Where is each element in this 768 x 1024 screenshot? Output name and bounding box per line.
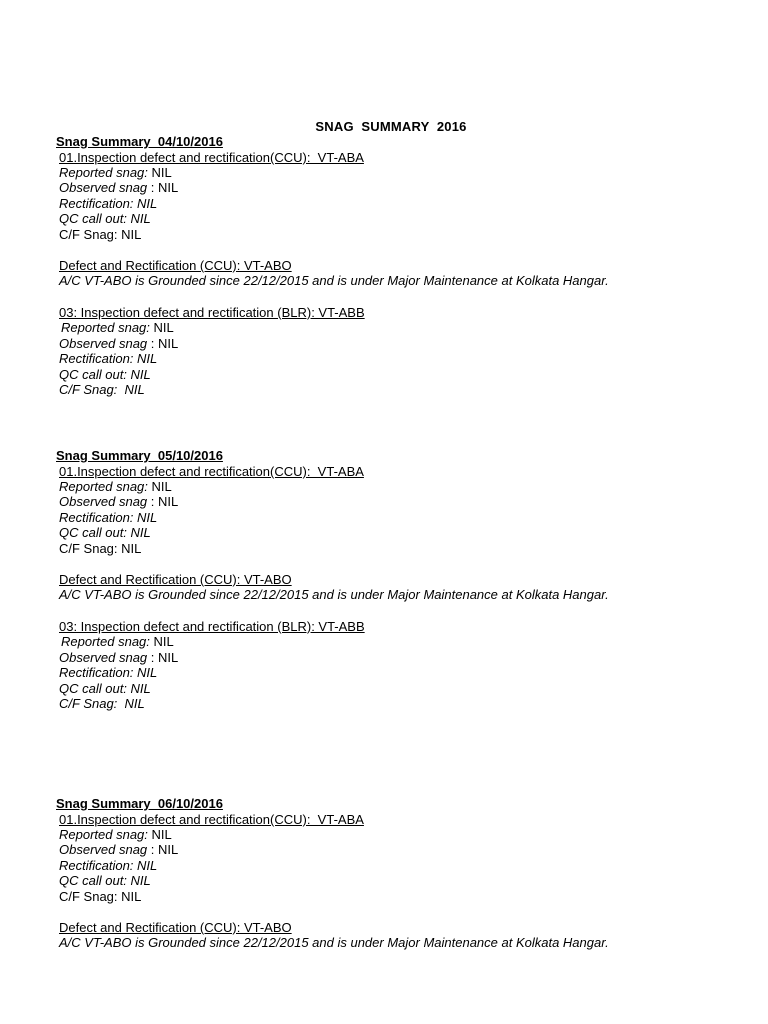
reported-snag-value: NIL xyxy=(149,320,174,335)
document-title: SNAG SUMMARY 2016 xyxy=(315,119,467,134)
qc-call-out-line: QC call out: NIL xyxy=(59,211,151,226)
rectification-line: Rectification: NIL xyxy=(59,665,158,680)
rectification-line: Rectification: NIL xyxy=(59,510,158,525)
reported-snag-value: NIL xyxy=(149,634,174,649)
reported-snag-line xyxy=(61,634,174,649)
rectification-line: Rectification: NIL xyxy=(59,196,158,211)
ccu-inspection-heading: 01.Inspection defect and rectification(CCU): VT-ABA xyxy=(59,464,364,479)
qc-call-out-line: QC call out: NIL xyxy=(59,367,151,382)
observed-snag-line xyxy=(59,842,178,857)
ccu-inspection-heading: 01.Inspection defect and rectification(CCU): VT-ABA xyxy=(59,150,364,165)
observed-snag-value: : NIL xyxy=(147,336,179,351)
observed-snag-line xyxy=(59,494,178,509)
reported-snag-line xyxy=(59,165,172,180)
reported-snag-label: Reported snag: xyxy=(59,479,148,494)
rectification-line: Rectification: NIL xyxy=(59,351,158,366)
section-header: Snag Summary 05/10/2016 xyxy=(56,448,223,463)
reported-snag-line xyxy=(59,479,172,494)
section-header: Snag Summary 06/10/2016 xyxy=(56,796,223,811)
observed-snag-value: : NIL xyxy=(147,494,179,509)
observed-snag-value: : NIL xyxy=(147,650,179,665)
cf-snag-line: C/F Snag: NIL xyxy=(59,541,142,556)
reported-snag-label: Reported snag: xyxy=(59,165,148,180)
reported-snag-label: Reported snag: xyxy=(59,827,148,842)
reported-snag-label: Reported snag: xyxy=(61,320,150,335)
abo-defect-heading: Defect and Rectification (CCU): VT-ABO xyxy=(59,572,292,587)
observed-snag-label: Observed snag xyxy=(59,336,148,351)
abo-defect-heading: Defect and Rectification (CCU): VT-ABO xyxy=(59,258,292,273)
qc-call-out-line: QC call out: NIL xyxy=(59,873,151,888)
observed-snag-label: Observed snag xyxy=(59,494,148,509)
section-header: Snag Summary 04/10/2016 xyxy=(56,134,223,149)
reported-snag-label: Reported snag: xyxy=(61,634,150,649)
cf-snag-line: C/F Snag: NIL xyxy=(59,227,142,242)
qc-call-out-line: QC call out: NIL xyxy=(59,525,151,540)
rectification-line: Rectification: NIL xyxy=(59,858,158,873)
reported-snag-line xyxy=(61,320,174,335)
qc-call-out-line: QC call out: NIL xyxy=(59,681,151,696)
reported-snag-value: NIL xyxy=(147,165,172,180)
abo-grounded-note: A/C VT-ABO is Grounded since 22/12/2015 and is under Major Maintenance at Kolkata Hangar. xyxy=(59,935,609,950)
observed-snag-line xyxy=(59,650,178,665)
reported-snag-value: NIL xyxy=(147,479,172,494)
observed-snag-value: : NIL xyxy=(147,842,179,857)
observed-snag-value: : NIL xyxy=(147,180,179,195)
observed-snag-label: Observed snag xyxy=(59,842,148,857)
observed-snag-line xyxy=(59,180,178,195)
abo-defect-heading: Defect and Rectification (CCU): VT-ABO xyxy=(59,920,292,935)
blr-inspection-heading: 03: Inspection defect and rectification (BLR): VT-ABB xyxy=(59,619,365,634)
observed-snag-line xyxy=(59,336,178,351)
abo-grounded-note: A/C VT-ABO is Grounded since 22/12/2015 and is under Major Maintenance at Kolkata Hangar. xyxy=(59,273,609,288)
abo-grounded-note: A/C VT-ABO is Grounded since 22/12/2015 and is under Major Maintenance at Kolkata Hangar. xyxy=(59,587,609,602)
blr-inspection-heading: 03: Inspection defect and rectification (BLR): VT-ABB xyxy=(59,305,365,320)
reported-snag-line xyxy=(59,827,172,842)
cf-snag-line: C/F Snag: NIL xyxy=(59,889,142,904)
reported-snag-value: NIL xyxy=(147,827,172,842)
observed-snag-label: Observed snag xyxy=(59,650,148,665)
cf-snag-line: C/F Snag: NIL xyxy=(59,696,145,711)
ccu-inspection-heading: 01.Inspection defect and rectification(CCU): VT-ABA xyxy=(59,812,364,827)
observed-snag-label: Observed snag xyxy=(59,180,148,195)
cf-snag-line: C/F Snag: NIL xyxy=(59,382,145,397)
